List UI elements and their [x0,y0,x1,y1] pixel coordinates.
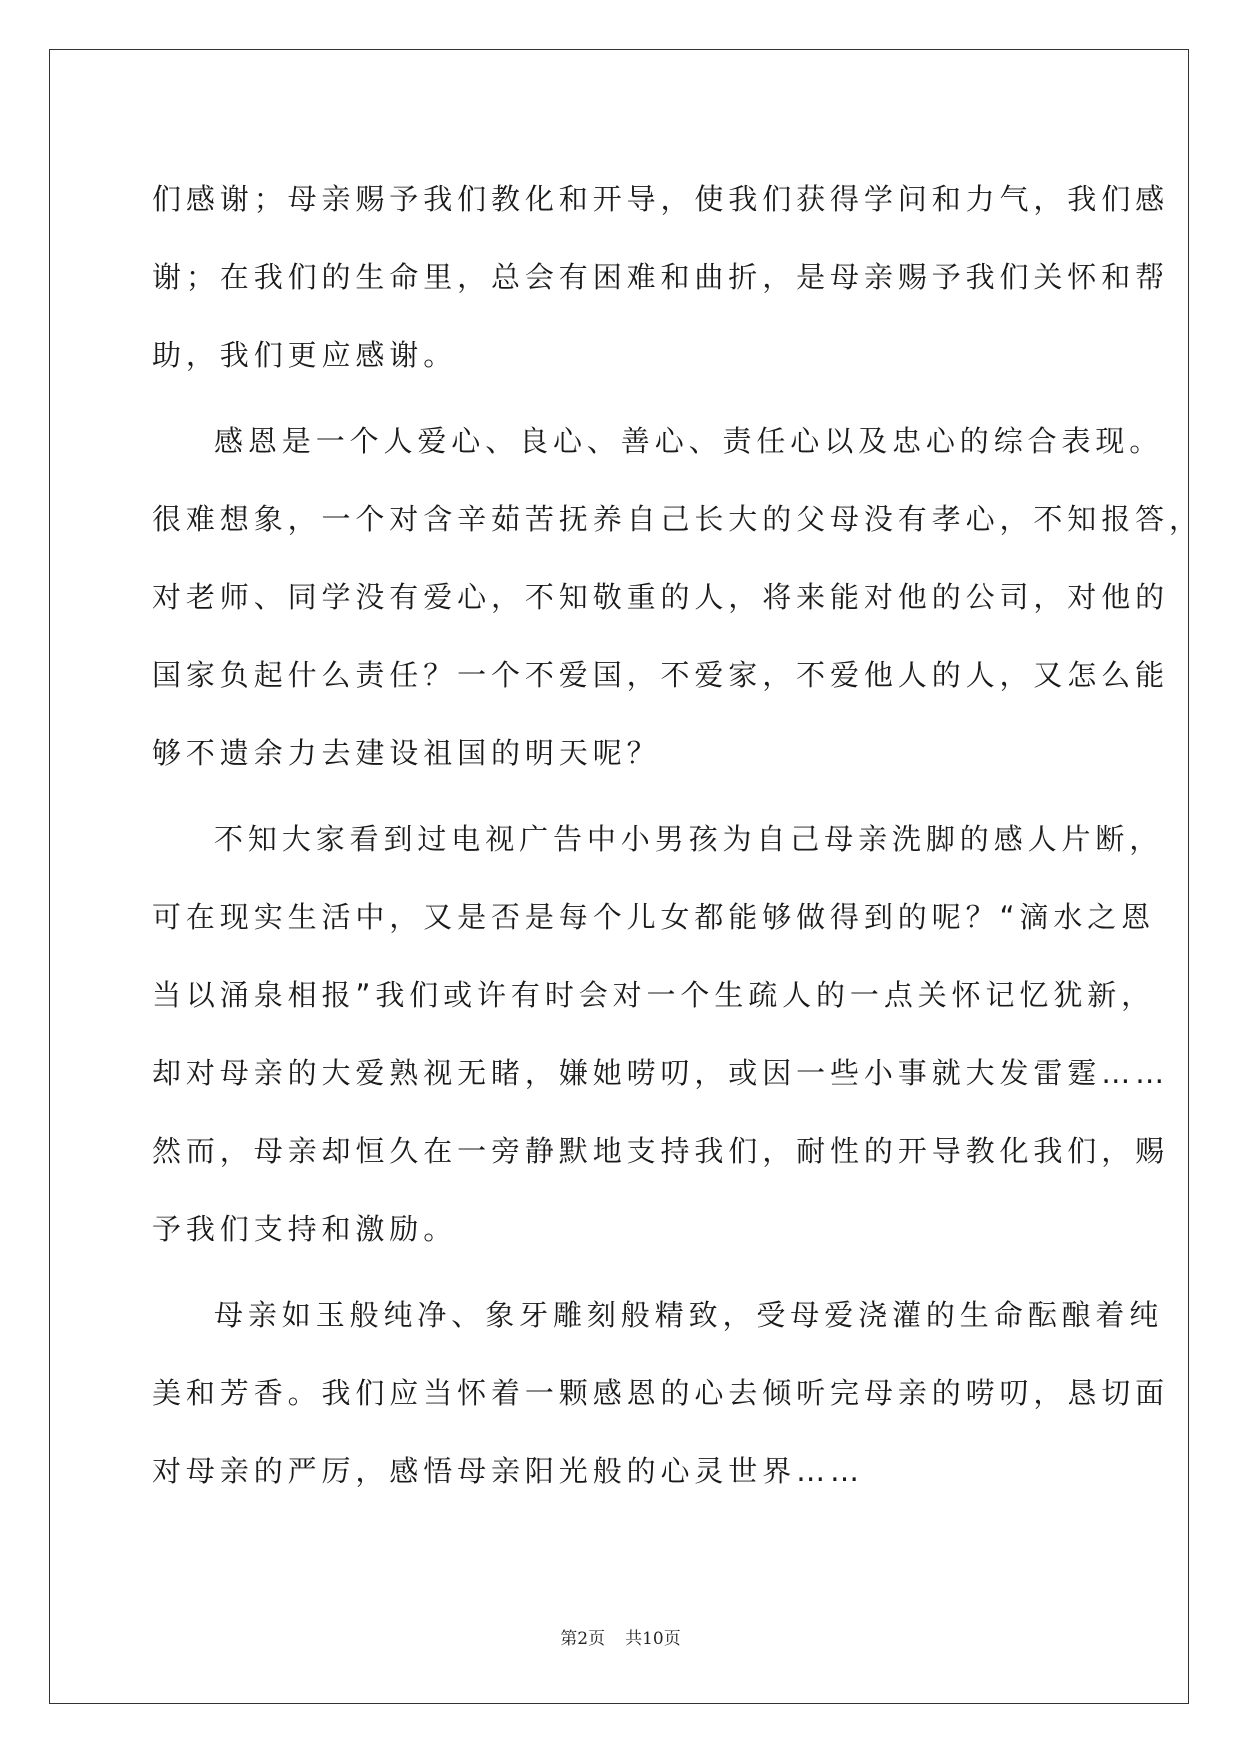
text-line: 够不遗余力去建设祖国的明天呢？ [152,736,661,770]
page-total: 共10页 [625,1629,681,1649]
text-line: 却对母亲的大爱熟视无睹，嫌她唠叨，或因一些小事就大发雷霆…… [152,1056,1170,1090]
text-line: 对母亲的严厉，感悟母亲阳光般的心灵世界…… [152,1454,864,1488]
paragraph-start-line: 感恩是一个人爱心、良心、善心、责任心以及忠心的综合表现。 [214,424,1164,458]
text-line: 国家负起什么责任？一个不爱国，不爱家，不爱他人的人，又怎么能 [152,658,1170,692]
text-line: 美和芳香。我们应当怀着一颗感恩的心去倾听完母亲的唠叨，恳切面 [152,1376,1170,1410]
paragraph-start-line: 不知大家看到过电视广告中小男孩为自己母亲洗脚的感人片断， [214,822,1164,856]
text-line: 们感谢；母亲赐予我们教化和开导，使我们获得学问和力气，我们感 [152,182,1170,216]
text-line: 可在现实生活中，又是否是每个儿女都能够做得到的呢？“滴水之恩 [152,900,1156,934]
paragraph-start-line: 母亲如玉般纯净、象牙雕刻般精致，受母爱浇灌的生命酝酿着纯 [214,1298,1164,1332]
page-number: 第2页 [560,1629,606,1649]
text-line: 予我们支持和激励。 [152,1212,458,1246]
text-line: 很难想象，一个对含辛茹苦抚养自己长大的父母没有孝心，不知报答， [152,502,1203,536]
page-footer [0,1624,1241,1649]
text-line: 助，我们更应感谢。 [152,338,458,372]
text-line: 对老师、同学没有爱心，不知敬重的人，将来能对他的公司，对他的 [152,580,1170,614]
text-line: 当以涌泉相报”我们或许有时会对一个生疏人的一点关怀记忆犹新， [152,978,1156,1012]
document-body [152,160,1203,1510]
text-line: 谢；在我们的生命里，总会有困难和曲折，是母亲赐予我们关怀和帮 [152,260,1170,294]
text-line: 然而，母亲却恒久在一旁静默地支持我们，耐性的开导教化我们，赐 [152,1134,1170,1168]
